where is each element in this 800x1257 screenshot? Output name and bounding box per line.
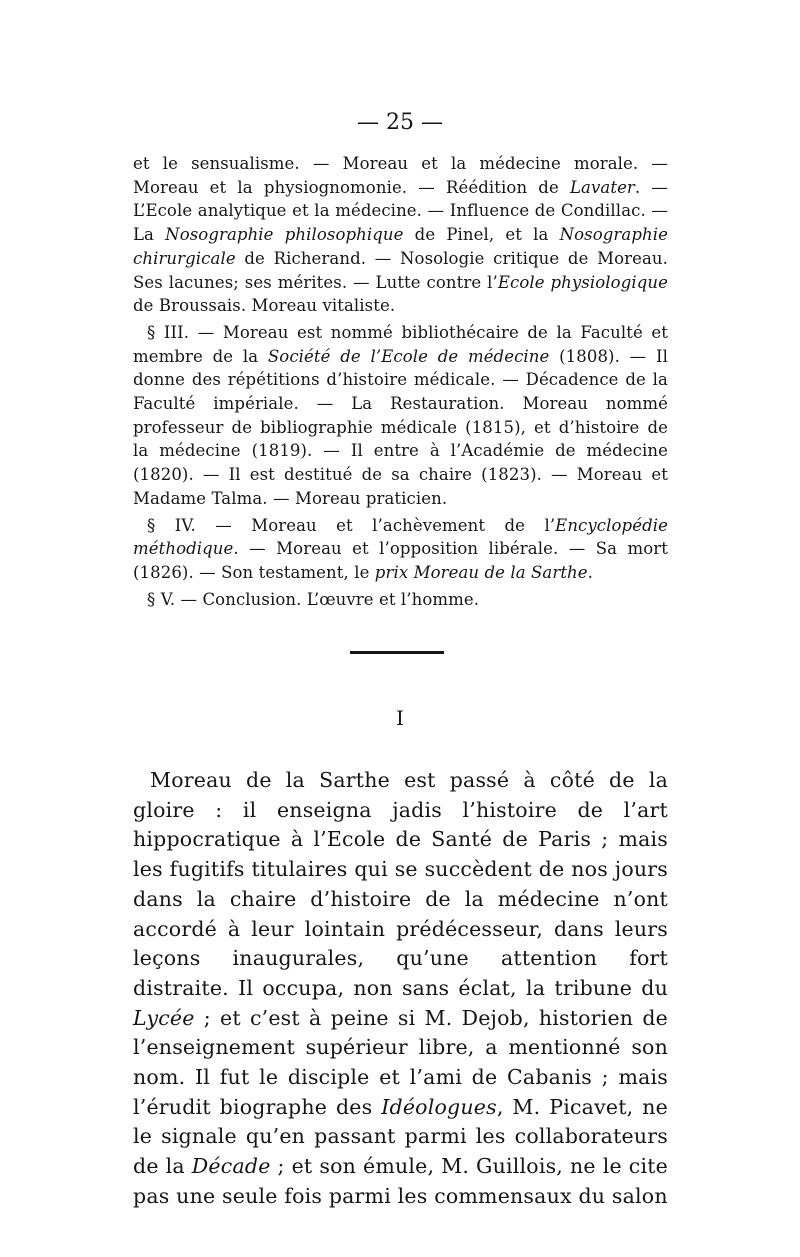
body-italic: Idéologues (381, 1094, 497, 1119)
summary-section-5 (133, 588, 668, 612)
body-text-run: Moreau de la Sarthe est passé à côté de la gloire : il enseigna jadis l’histoire de l’art hippocratique à l’Ecole de Santé de Paris ; mais les fugitifs titulaires qui se succèdent de nos jours dans la chaire d’histoire de la médecine n’ont accordé à leur lointain prédécesseur, dans leurs leçons inaugurales, qu’une attention fort distraite. Il occupa, non sans éclat, la tribune du (133, 768, 668, 1000)
summary-text: . — Moreau et l’opposition libérale. — Sa mort (1826). — Son testament, le (133, 539, 668, 582)
summary-text: de Broussais. Moreau vitaliste. (133, 296, 396, 316)
summary-italic: Lavater (569, 177, 635, 197)
summary-paragraph-1 (133, 152, 668, 318)
summary-text: . (587, 562, 594, 582)
chapter-heading: I (396, 706, 404, 730)
body-text-run: ; et son émule, M. Guillois, ne le cite pas une seule fois parmi les commensaux du salon (133, 1154, 668, 1208)
summary-text: et le sensualisme. — Moreau et la médecine morale. — Moreau et la physiognomonie. — Réédition de (133, 154, 668, 197)
summary-text: § IV. — Moreau et l’achèvement de l’ (147, 515, 556, 535)
summary-italic: prix Moreau de la Sarthe (374, 562, 588, 582)
page-number: — 25 — (357, 110, 443, 135)
summary-text: § V. — Conclusion. L’œuvre et l’homme. (147, 589, 480, 609)
chapter-summary (133, 152, 668, 611)
body-text-run: , M. Picavet, ne le signale qu’en passant parmi les collaborateurs de la (133, 1094, 668, 1179)
body-paragraph (133, 766, 668, 1212)
section-divider-rule (350, 651, 444, 654)
body-text-run: ; et c’est à peine si M. Dejob, historien de l’enseignement supérieur libre, a mentionné son nom. Il fut le disciple et l’ami de Cabanis ; mais l’érudit biographe des (133, 1005, 668, 1119)
summary-text: (1808). — Il donne des répétitions d’histoire médicale. — Décadence de la Faculté impériale. — La Restauration. Moreau nommé professeur de bibliographie médicale (1815), et d’histoire de la médecine (1819). — Il entre à l’Académie de médecine (1820). — Il est destitué de sa chaire (1823). — Moreau et Madame Talma. — Moreau praticien. (133, 346, 668, 508)
summary-text: de Richerand. — Nosologie critique de Moreau. Ses lacunes; ses mérites. — Lutte contre l’ (133, 248, 668, 292)
summary-italic: Nosographie chirurgicale (133, 225, 668, 268)
body-italic: Décade (191, 1154, 271, 1179)
summary-italic: Ecole physiologique (497, 272, 668, 292)
summary-italic: Nosographie philosophique (165, 225, 404, 245)
body-text (133, 766, 668, 1212)
summary-text: . — L’Ecole analytique et la médecine. — Influence de Condillac. — La (133, 177, 668, 245)
summary-italic: Société de l’Ecole de médecine (267, 346, 550, 366)
summary-text: de Pinel, et la (403, 225, 560, 245)
summary-section-4 (133, 514, 668, 585)
body-italic: Lycée (133, 1005, 195, 1030)
summary-section-3 (133, 321, 668, 511)
summary-italic: Encyclopédie méthodique (133, 515, 668, 559)
summary-text: § III. — Moreau est nommé bibliothécaire de la Faculté et membre de la (133, 322, 668, 366)
